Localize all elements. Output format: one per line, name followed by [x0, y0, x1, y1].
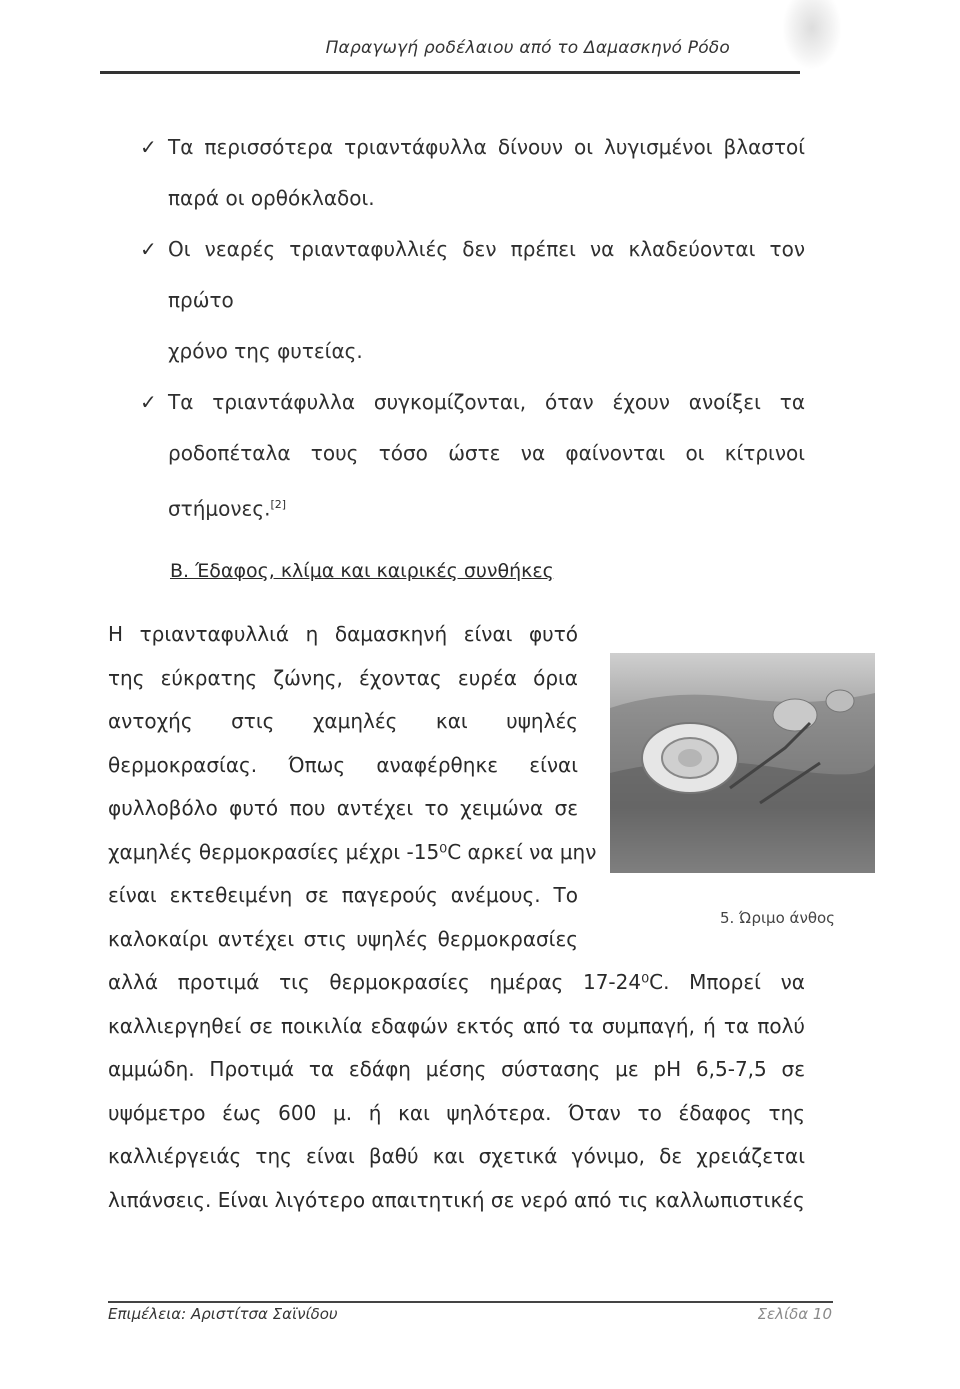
bullet-list — [140, 122, 805, 535]
paragraph-line: της εύκρατης ζώνης, έχοντας ευρέα όρια — [108, 665, 578, 690]
paragraph-line: είναι εκτεθειμένη σε παγερούς ανέμους. Το — [108, 883, 578, 907]
footer-editor: Επιμέλεια: Αριστίτσα Σαϊνίδου — [108, 1305, 338, 1323]
footer-rule — [108, 1301, 833, 1303]
paragraph-line: καλλιέργειάς της είναι βαθύ και σχετικά γόνιμο, δε χρειάζεται — [108, 1144, 805, 1168]
bullet-line: παρά οι ορθόκλαδοι. — [168, 186, 375, 210]
paragraph-line: καλλιεργηθεί σε ποικιλία εδαφών εκτός από τα συμπαγή, ή τα πολύ — [108, 1013, 805, 1038]
running-header: Παραγωγή ροδέλαιου από το Δαμασκηνό Ρόδο — [325, 38, 730, 58]
bullet-item — [140, 122, 805, 224]
page-number: Σελίδα 10 — [757, 1305, 832, 1323]
bullet-item — [140, 377, 805, 535]
reference-marker: [2] — [270, 498, 287, 511]
paragraph-line: υψόμετρο έως 600 μ. ή και ψηλότερα. Όταν το έδαφος της — [108, 1100, 805, 1125]
bullet-line: Οι νεαρές τριανταφυλλιές δεν πρέπει να κλαδεύονται τον πρώτο — [168, 237, 805, 312]
bullet-item — [140, 224, 805, 377]
paragraph-line: φυλλοβόλο φυτό που αντέχει το χειμώνα σε — [108, 796, 578, 820]
checkmark-icon: ✓ — [140, 390, 157, 414]
paragraph-line: καλοκαίρι αντέχει στις υψηλές θερμοκρασίες — [108, 926, 578, 951]
body-paragraph — [108, 613, 808, 1222]
checkmark-icon: ✓ — [140, 135, 157, 159]
bullet-line-text: στήμονες. — [168, 496, 271, 521]
figure-caption: 5. Ώριμο άνθος — [720, 909, 835, 927]
bullet-line: Τα τριαντάφυλλα συγκομίζονται, όταν έχουν ανοίξει τα — [168, 390, 805, 414]
paragraph-line: λιπάνσεις. Είναι λιγότερο απαιτητική σε νερό από τις καλλωπιστικές — [108, 1187, 805, 1212]
corner-scan-mark — [782, 0, 842, 70]
bullet-line: χρόνο της φυτείας. — [168, 339, 363, 363]
header-rule — [100, 71, 800, 74]
paragraph-line: χαμηλές θερμοκρασίες μέχρι -15⁰C αρκεί να μην — [108, 839, 597, 864]
bullet-line: Τα περισσότερα τριαντάφυλλα δίνουν οι λυγισμένοι βλαστοί — [168, 135, 805, 159]
paragraph-line: αντοχής στις χαμηλές και υψηλές — [108, 709, 578, 733]
section-heading: Β. Έδαφος, κλίμα και καιρικές συνθήκες — [170, 560, 554, 582]
paragraph-line: αμμώδη. Προτιμά τα εδάφη μέσης σύστασης με pH 6,5-7,5 σε — [108, 1057, 805, 1081]
paragraph-line: αλλά προτιμά τις θερμοκρασίες ημέρας 17-24⁰C. Μπορεί να — [108, 970, 805, 994]
paragraph-line: θερμοκρασίας. Όπως αναφέρθηκε είναι — [108, 752, 578, 777]
bullet-line: ροδοπέταλα τους τόσο ώστε να φαίνονται οι κίτρινοι — [168, 441, 805, 465]
paragraph-line: Η τριανταφυλλιά η δαμασκηνή είναι φυτό — [108, 622, 578, 646]
checkmark-icon: ✓ — [140, 237, 157, 261]
bullet-line — [168, 479, 805, 535]
